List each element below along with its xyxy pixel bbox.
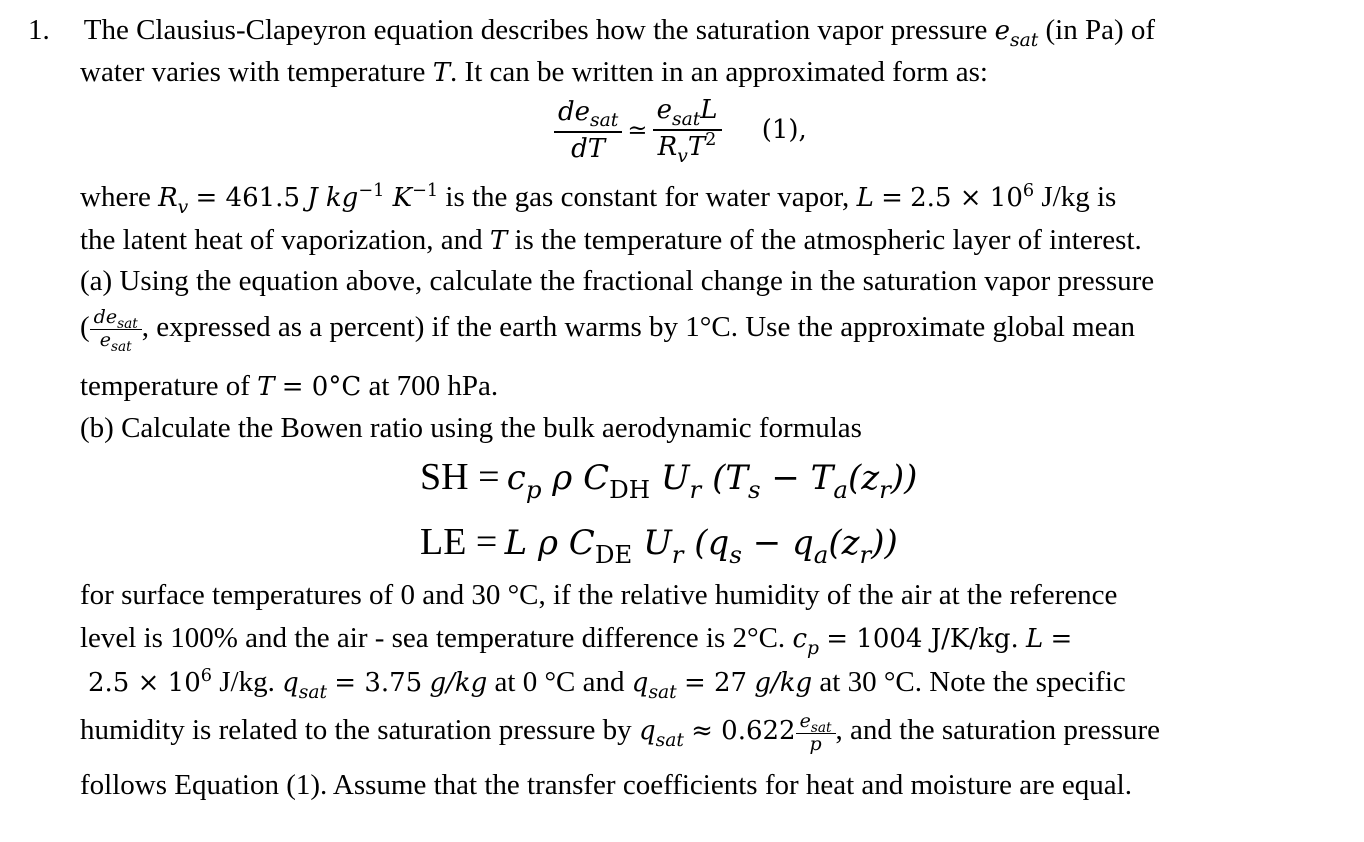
part-a-line-1: (a) Using the equation above, calculate the fractional change in the saturation vapor pressure [80,265,1155,297]
problem-number: 1. [28,14,50,46]
esat-symbol: $e_{sat}$ [994,16,1039,51]
intro-text-3: water varies with temperature [80,56,426,88]
part-a-fraction: $\frac{de_{sat}}{e_{sat}}$ [90,307,142,352]
part-b-line-2: for surface temperatures of 0 and 30 °C, if the relative humidity of the air at the reference [80,579,1118,611]
T-symbol: T [432,58,451,88]
eq1-approx: ≃ [627,116,648,144]
equation-1 [554,94,807,166]
part-b-line-5: humidity is related to the saturation pressure by $q_{sat} \approx 0.622$ $\frac{e_{sat}}{p}$ , and the saturation pressure [80,709,1161,755]
part-b-line-1: (b) Calculate the Bowen ratio using the bulk aerodynamic formulas [80,412,862,444]
eq1-rhs: $\frac{e_{sat}L}{R_vT^2}$ [653,94,722,166]
problem-line-4: the latent heat of vaporization, and T is the temperature of the atmospheric layer of interest. [80,224,1142,256]
le-equation: LE = L ρ $C_{DE}$ $U_r$ $(q_s - q_a(z_r))$ [420,521,898,569]
Rv-symbol: $R_v$ [158,183,189,218]
problem-line-2 [80,54,988,91]
part-a-line-3: temperature of T = 0°C at 700 hPa. [80,370,499,402]
intro-text-2: (in Pa) of [1045,14,1156,46]
problem-line-3: where $R_v = 461.5$ J $kg^{-1}$ $K^{-1}$ is the gas constant for water vapor, $L = 2.5 \times 10^6$ J/kg is [80,181,1117,218]
problem-line-1 [28,12,1155,52]
intro-text: The Clausius-Clapeyron equation describes how the saturation vapor pressure [83,14,988,46]
part-b-line-4: $2.5 \times 10^6$ J/kg. $q_{sat} = 3.75$ g/kg at 0 °C and $q_{sat} = 27$ g/kg at 30 °C. Note the specific [88,666,1126,703]
intro-text-4: . It can be written in an approximated form as: [450,56,988,88]
eq1-label: (1), [761,115,807,145]
sh-equation: SH = $c_p$ ρ $C_{DH}$ $U_r$ $(T_s - T_a(z_r))$ [420,456,918,504]
part-b-line-3: level is 100% and the air - sea temperature difference is 2°C. $c_p = 1004$ J/K/kg. L = [80,622,1073,659]
part-a-line-2: ( $\frac{de_{sat}}{e_{sat}}$ , expressed as a percent) if the earth warms by 1°C. Use the approximate global mean [80,305,1135,355]
part-b-line-6: follows Equation (1). Assume that the transfer coefficients for heat and moisture are equal. [80,769,1132,801]
eq1-lhs: $\frac{de_{sat}}{dT}$ [554,96,622,165]
q-sat-fraction: $\frac{e_{sat}}{p}$ [796,711,836,754]
